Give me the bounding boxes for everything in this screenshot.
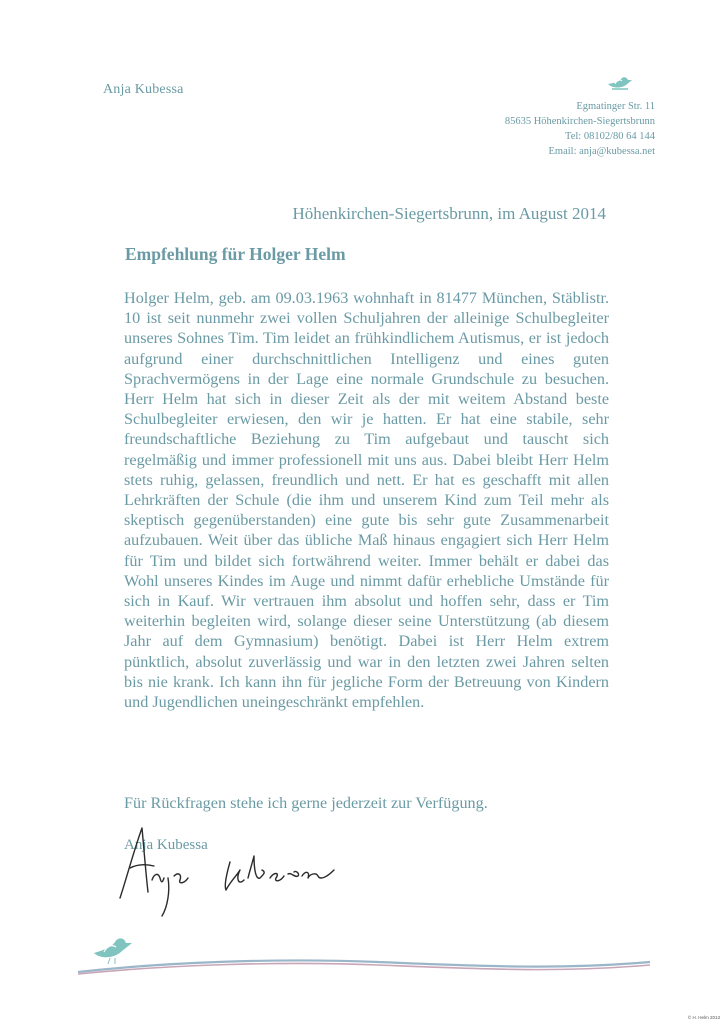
letter-subject: Empfehlung für Holger Helm <box>125 244 346 264</box>
sender-name: Anja Kubessa <box>103 82 184 97</box>
decorative-wave <box>78 950 650 980</box>
place-date: Höhenkirchen-Siegertsbrunn, im August 2014 <box>292 204 606 223</box>
address-street: Egmatinger Str. 11 <box>576 101 655 112</box>
bird-icon <box>606 72 634 94</box>
copyright-note: © H. Helm 2013 <box>687 1015 720 1020</box>
address-email: Email: anja@kubessa.net <box>548 146 655 157</box>
letter-body: Holger Helm, geb. am 09.03.1963 wohnhaft in 81477 München, Stäblistr. 10 ist seit nunmehr zwei vollen Schuljahren der alleinige Schulbegleiter unseres Sohnes Tim. Tim leidet an frühkindlichem Autismus, er ist jedoch aufgrund einer durchschnittlichen Intelligenz und eines guten Sprachvermögens in der Lage eine normale Grundschule zu besuchen. Herr Helm hat sich in dieser Zeit als der mit weitem Abstand beste Schulbegleiter erwiesen, den wir je hatten. Er hat eine stabile, sehr freundschaftliche Beziehung zu Tim aufgebaut und tauscht sich regelmäßig und immer professionell mit uns aus. Dabei bleibt Herr Helm stets ruhig, gelassen, freundlich und nett. Er hat es geschafft mit allen Lehrkräften der Schule (die ihm und unserem Kind zum Teil mehr als skeptisch gegenüberstanden) eine gute bis sehr gute Zusammenarbeit aufzubauen. Weit über das übliche Maß hinaus engagiert sich Herr Helm für Tim und bildet sich fortwährend weiter. Immer behält er dabei das Wohl unseres Kindes im Auge und nimmt dafür erhebliche Umstände für sich in Kauf. Wir vertrauen ihm absolut und hoffen sehr, dass er Tim weiterhin begleiten wird, solange dieser seine Unterstützung (ab diesem Jahr auf dem Gymnasium) benötigt. Dabei ist Herr Helm extrem pünktlich, absolut zuverlässig und war in den letzten zwei Jahren selten bis nie krank. Ich kann ihn für jegliche Form der Betreuung von Kindern und Jugendlichen uneingeschränkt empfehlen. <box>124 289 609 712</box>
handwritten-signature <box>112 820 352 920</box>
signature-name: Anja Kubessa <box>124 837 208 853</box>
address-phone: Tel: 08102/80 64 144 <box>565 131 655 142</box>
sender-address <box>505 99 655 159</box>
address-city: 85635 Höhenkirchen-Siegertsbrunn <box>504 116 655 127</box>
letter-closing: Für Rückfragen stehe ich gerne jederzeit zur Verfügung. <box>124 794 488 812</box>
